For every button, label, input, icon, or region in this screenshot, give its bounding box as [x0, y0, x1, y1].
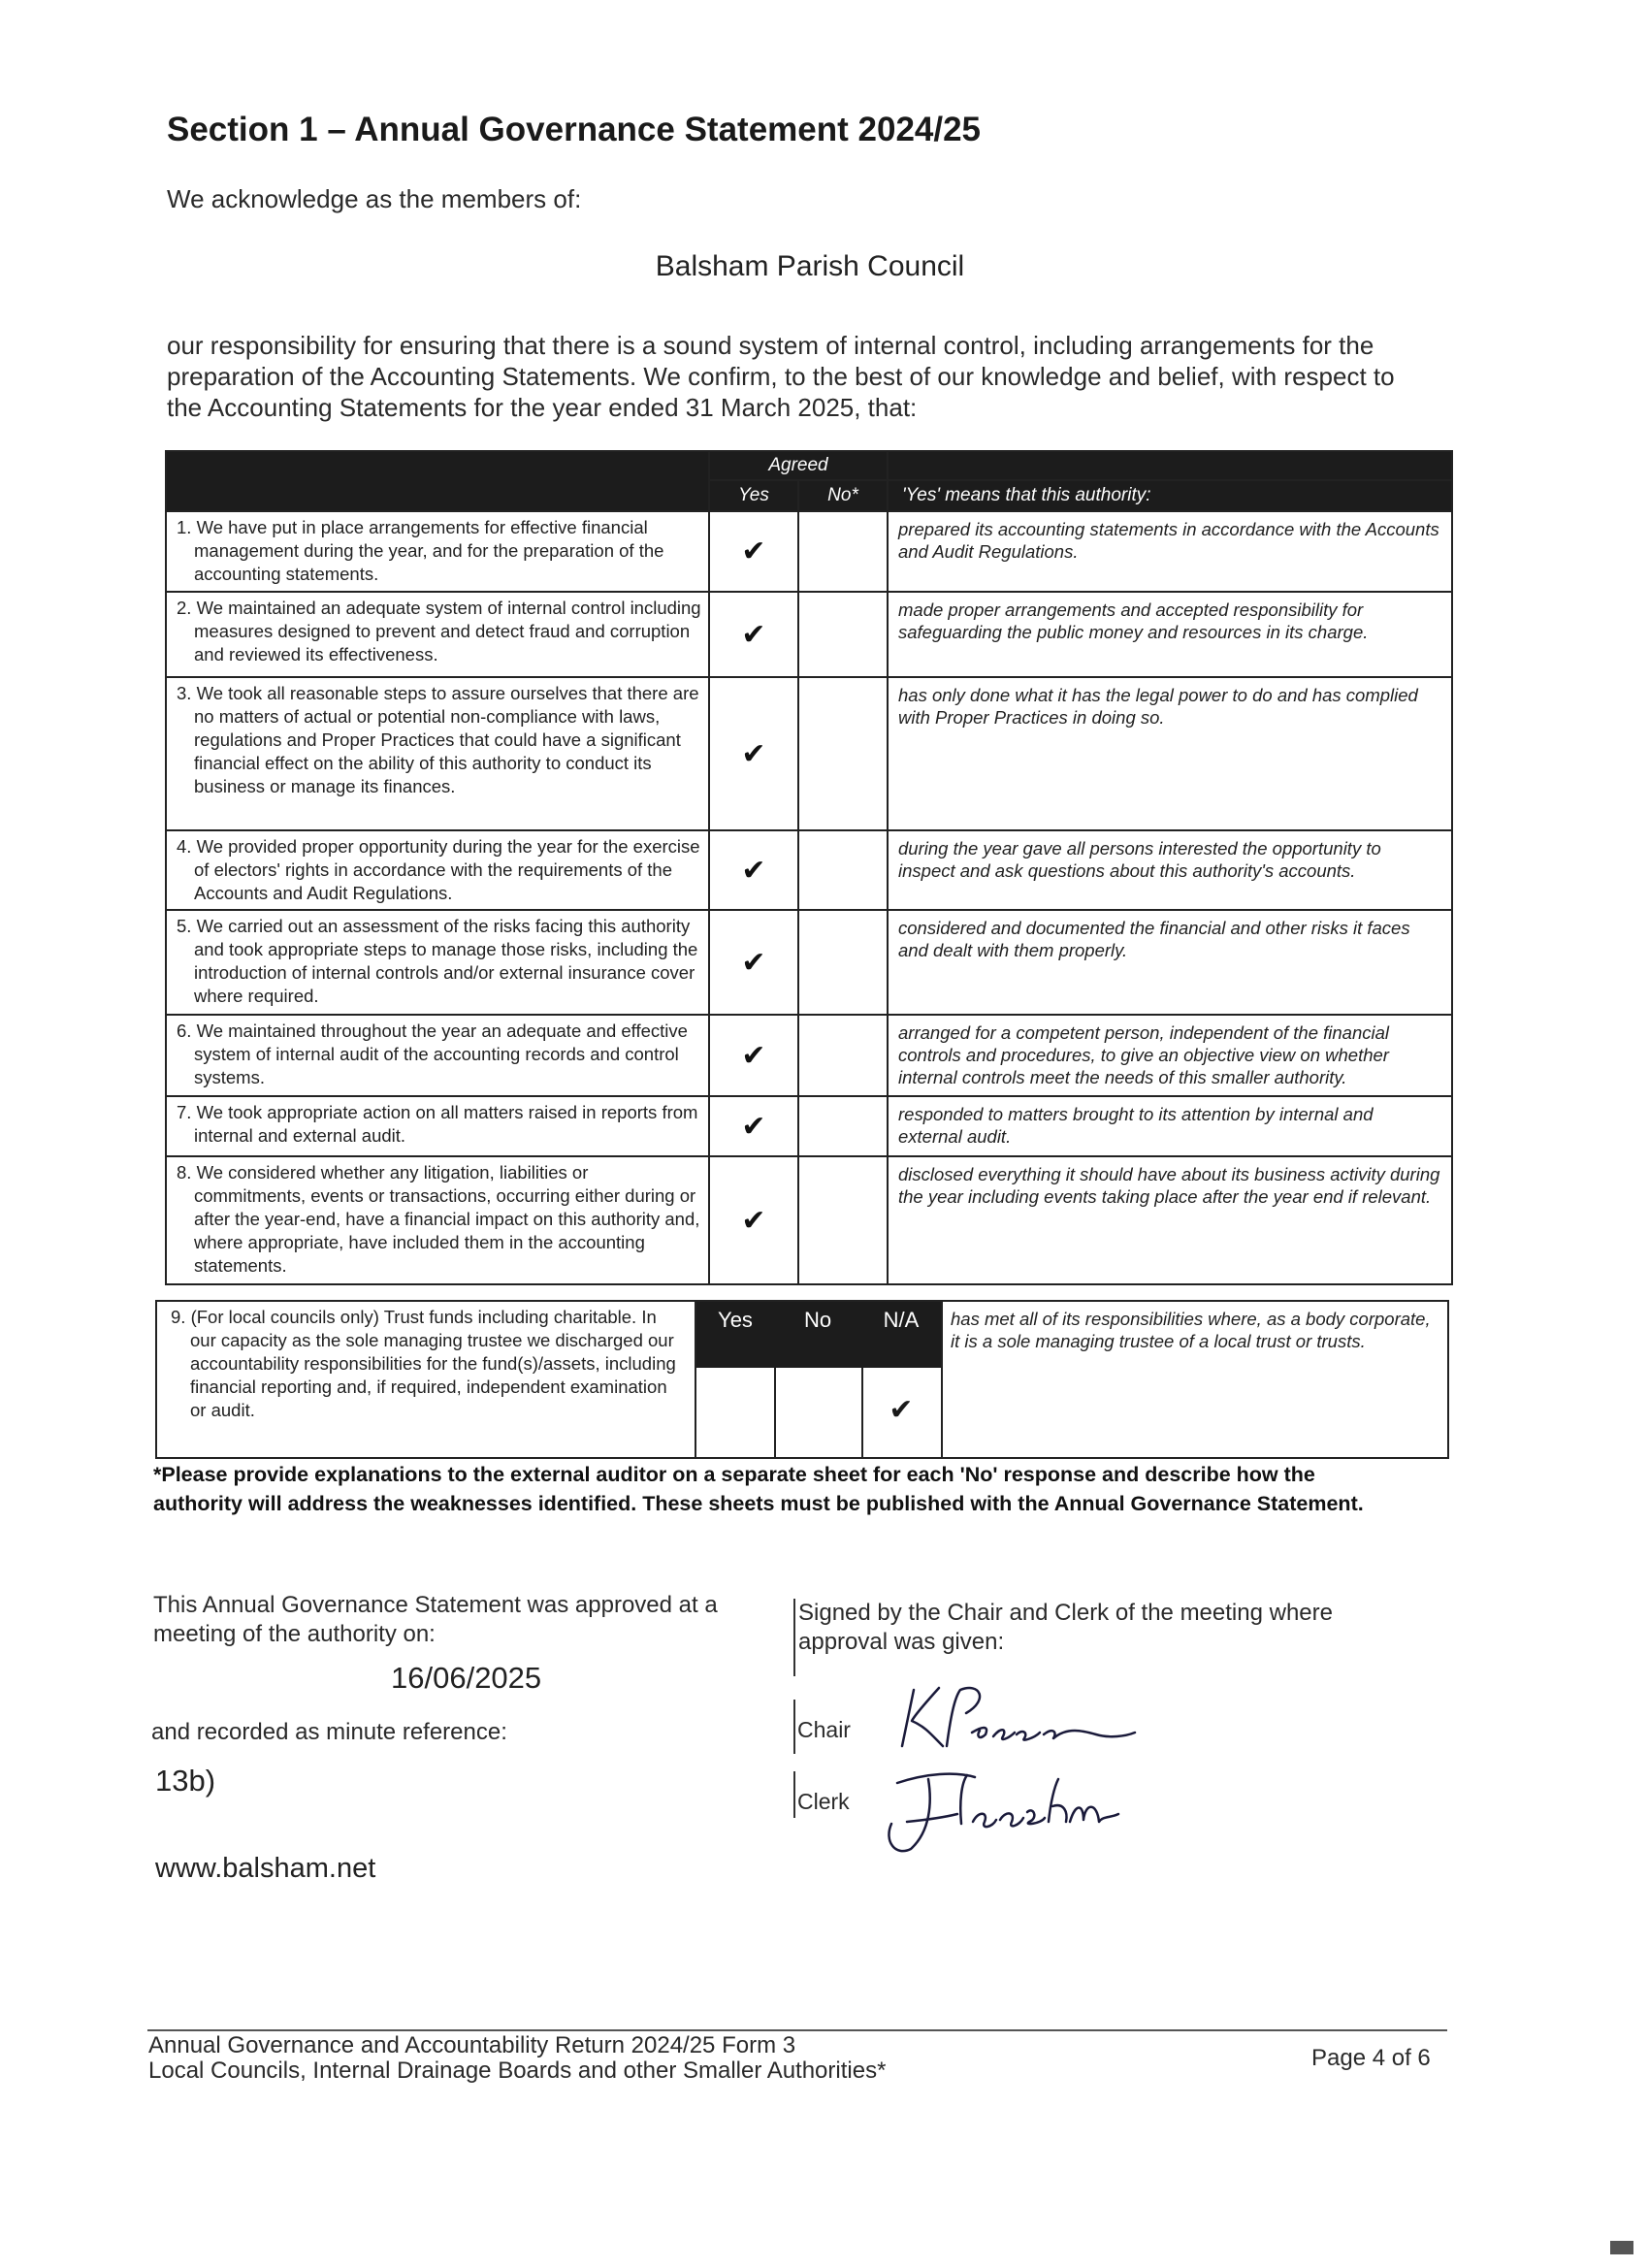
footer-line-1: Annual Governance and Accountability Return 2024/25 Form 3 — [148, 2032, 796, 2058]
recorded-text: and recorded as minute reference: — [151, 1719, 507, 1745]
approval-date: 16/06/2025 — [391, 1661, 542, 1695]
table-row — [166, 1096, 1452, 1156]
scan-mark — [1610, 2241, 1633, 2254]
yes-checkbox[interactable]: ✔ — [709, 1096, 798, 1156]
meaning-cell: arranged for a competent person, independent of the financial controls and procedures, to give an objective view on whether internal controls meet the needs of this smaller authority. — [888, 1015, 1452, 1096]
row9-na-checkbox[interactable]: ✔ — [889, 1394, 914, 1426]
meaning-cell: disclosed everything it should have about its business activity during the year including events taking place after the year end if relevant. — [888, 1156, 1452, 1284]
table-row — [166, 677, 1452, 830]
page-number: Page 4 of 6 — [1311, 2045, 1431, 2071]
row9-yes-checkbox[interactable] — [696, 1368, 774, 1453]
yes-checkbox[interactable]: ✔ — [709, 592, 798, 677]
authority-name: Balsham Parish Council — [655, 250, 965, 282]
intro-text: our responsibility for ensuring that there is a sound system of internal control, including arrangements for the preparation of the Accounting Statements. We confirm, to the best of our knowledge and belief, with respect to the Accounting Statements for the year ended 31 March 2025, that: — [167, 331, 1395, 422]
footer-left — [148, 2033, 886, 2084]
footer-rule — [147, 2029, 1447, 2031]
no-checkbox[interactable] — [798, 592, 888, 677]
row9-na-header: N/A — [861, 1302, 941, 1368]
signed-text: Signed by the Chair and Clerk of the meeting where approval was given: — [798, 1600, 1333, 1655]
yes-checkbox[interactable]: ✔ — [709, 1156, 798, 1284]
chair-label: Chair — [797, 1717, 851, 1742]
no-checkbox[interactable] — [798, 1156, 888, 1284]
row9-no-header: No — [774, 1302, 861, 1368]
no-checkbox[interactable] — [798, 1015, 888, 1096]
governance-table — [165, 450, 1453, 1285]
yes-checkbox[interactable]: ✔ — [709, 511, 798, 592]
row9-no-col — [774, 1300, 863, 1459]
table-row — [166, 830, 1452, 910]
table-row — [166, 511, 1452, 592]
no-checkbox[interactable] — [798, 511, 888, 592]
row9-meaning: has met all of its responsibilities where, as a body corporate, it is a sole managing trustee of a local trust or trusts. — [951, 1309, 1431, 1351]
footnote: *Please provide explanations to the external auditor on a separate sheet for each 'No' response and describe how the authority will address the weaknesses identified. These sheets must be published with the Annual Governance Statement. — [153, 1463, 1364, 1515]
table-row — [166, 1156, 1452, 1284]
meaning-cell: considered and documented the financial and other risks it faces and dealt with them properly. — [888, 910, 1452, 1015]
page-title: Section 1 – Annual Governance Statement 2024/25 — [167, 111, 982, 148]
statement-cell: 5. We carried out an assessment of the risks facing this authority and took appropriate steps to manage those risks, including the introduction of internal controls and/or external insurance cover where required. — [166, 910, 709, 1015]
approval-text: This Annual Governance Statement was approved at a meeting of the authority on: — [153, 1592, 718, 1647]
statement-cell: 8. We considered whether any litigation, liabilities or commitments, events or transactions, occurring either during or after the year-end, have a financial impact on this authority and, where appropriate, have included them in the accounting statements. — [166, 1156, 709, 1284]
divider-line — [793, 1771, 795, 1818]
statement-cell: 7. We took appropriate action on all matters raised in reports from internal and external audit. — [166, 1096, 709, 1156]
minute-reference: 13b) — [155, 1764, 216, 1798]
no-checkbox[interactable] — [798, 910, 888, 1015]
row9-yes-col — [695, 1300, 776, 1459]
no-checkbox[interactable] — [798, 677, 888, 830]
divider-line — [793, 1599, 795, 1676]
yes-checkbox[interactable]: ✔ — [709, 910, 798, 1015]
statement-cell: 2. We maintained an adequate system of internal control including measures designed to prevent and detect fraud and corruption and reviewed its effectiveness. — [166, 592, 709, 677]
divider-line — [793, 1700, 795, 1754]
statement-cell: 1. We have put in place arrangements for effective financial management during the year, and for the preparation of the accounting statements. — [166, 511, 709, 592]
meaning-cell: made proper arrangements and accepted responsibility for safeguarding the public money and resources in its charge. — [888, 592, 1452, 677]
no-header: No* — [798, 480, 888, 511]
no-checkbox[interactable] — [798, 1096, 888, 1156]
table-header-blank-right — [888, 451, 1452, 480]
statement-cell: 4. We provided proper opportunity during the year for the exercise of electors' rights in accordance with the requirements of the Accounts and Audit Regulations. — [166, 830, 709, 910]
yes-checkbox[interactable]: ✔ — [709, 830, 798, 910]
yes-header: Yes — [709, 480, 798, 511]
meaning-cell: responded to matters brought to its attention by internal and external audit. — [888, 1096, 1452, 1156]
meaning-cell: prepared its accounting statements in accordance with the Accounts and Audit Regulations. — [888, 511, 1452, 592]
yes-checkbox[interactable]: ✔ — [709, 677, 798, 830]
website: www.balsham.net — [155, 1853, 376, 1884]
row9-na-col — [861, 1300, 943, 1459]
row9-statement-box — [155, 1300, 695, 1459]
statement-cell: 3. We took all reasonable steps to assure ourselves that there are no matters of actual or potential non-compliance with laws, regulations and Proper Practices that could have a significant financial effect on the ability of this authority to conduct its business or manage its finances. — [166, 677, 709, 830]
row9-no-checkbox[interactable] — [774, 1368, 861, 1453]
footer-line-2: Local Councils, Internal Drainage Boards and other Smaller Authorities* — [148, 2057, 887, 2084]
table-row — [166, 592, 1452, 677]
table-row — [166, 1015, 1452, 1096]
row9-block — [155, 1300, 1451, 1457]
row9-statement: 9. (For local councils only) Trust funds including charitable. In our capacity as the sole managing trustee we discharged our accountability responsibilities for the fund(s)/assets, including financial reporting and, if required, independent examination or audit. — [171, 1307, 676, 1420]
row9-yes-header: Yes — [696, 1302, 774, 1368]
acknowledge-text: We acknowledge as the members of: — [167, 184, 582, 213]
means-header: 'Yes' means that this authority: — [888, 480, 1452, 511]
row9-meaning-box — [941, 1300, 1449, 1459]
meaning-cell: during the year gave all persons interested the opportunity to inspect and ask questions about this authority's accounts. — [888, 830, 1452, 910]
clerk-signature — [878, 1764, 1130, 1861]
statement-cell: 6. We maintained throughout the year an adequate and effective system of internal audit of the accounting records and control systems. — [166, 1015, 709, 1096]
table-row — [166, 910, 1452, 1015]
yes-checkbox[interactable]: ✔ — [709, 1015, 798, 1096]
meaning-cell: has only done what it has the legal power to do and has complied with Proper Practices in doing so. — [888, 677, 1452, 830]
agreed-header: Agreed — [709, 451, 888, 480]
chair-signature — [892, 1678, 1145, 1756]
table-header-blank — [166, 451, 709, 511]
clerk-label: Clerk — [797, 1789, 850, 1814]
no-checkbox[interactable] — [798, 830, 888, 910]
